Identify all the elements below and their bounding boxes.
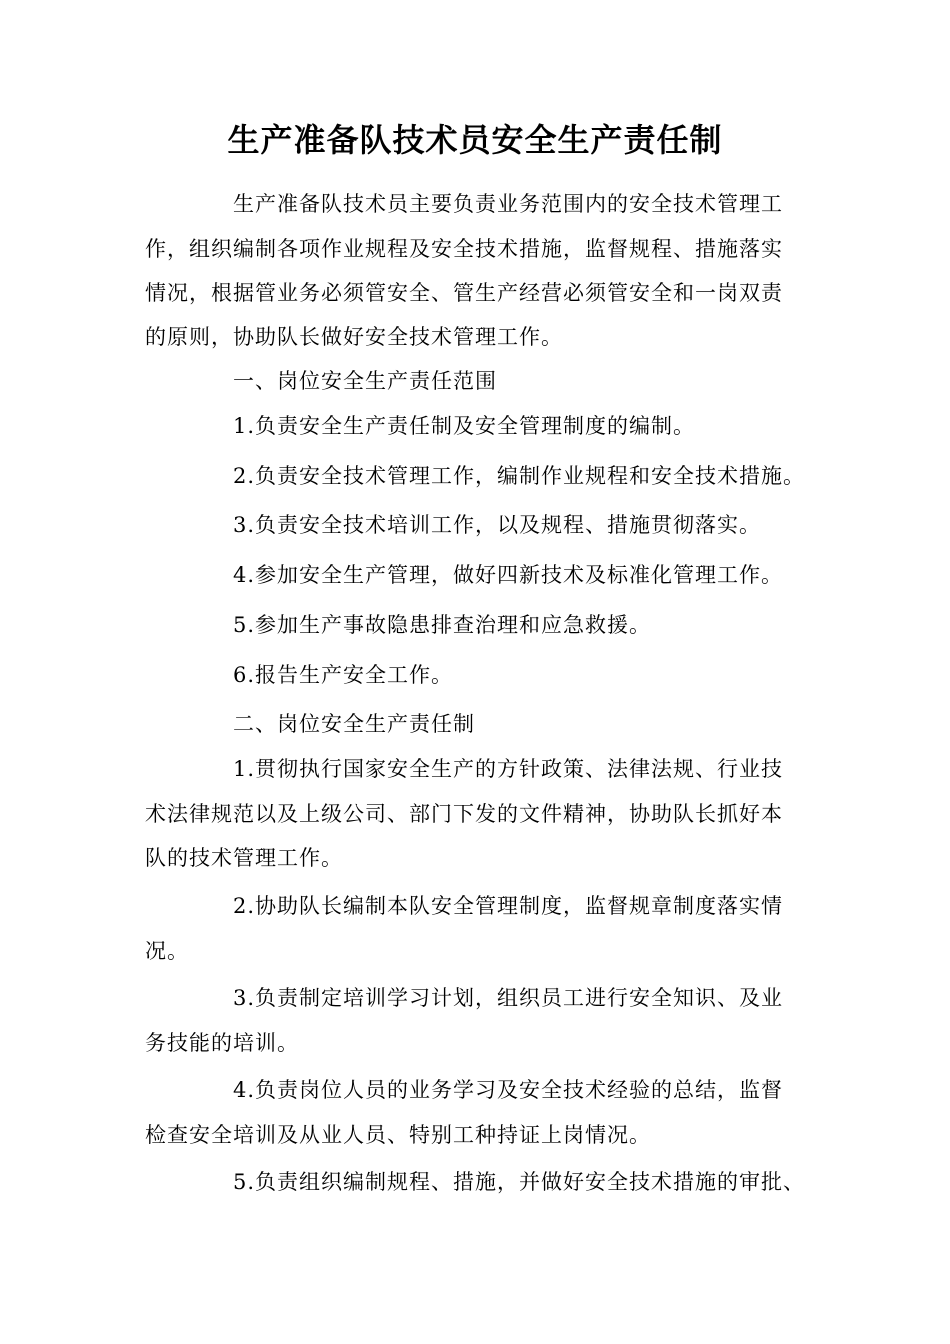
list-item-line: 检查安全培训及从业人员、特别工种持证上岗情况。 xyxy=(145,1123,651,1147)
list-item-line: 况。 xyxy=(145,939,189,963)
list-item-line: 术法律规范以及上级公司、部门下发的文件精神，协助队长抓好本 xyxy=(145,802,783,826)
section-heading: 二、岗位安全生产责任制 xyxy=(233,712,475,736)
list-item-line: 队的技术管理工作。 xyxy=(145,846,343,870)
intro-line: 情况，根据管业务必须管安全、管生产经营必须管安全和一岗双责 xyxy=(145,281,783,305)
list-item: 6.报告生产安全工作。 xyxy=(233,663,454,687)
intro-line: 生产准备队技术员主要负责业务范围内的安全技术管理工 xyxy=(233,192,783,216)
list-item: 1.负责安全生产责任制及安全管理制度的编制。 xyxy=(233,414,696,438)
list-item: 3.负责安全技术培训工作，以及规程、措施贯彻落实。 xyxy=(233,513,762,537)
list-item-line: 4.负责岗位人员的业务学习及安全技术经验的总结，监督 xyxy=(233,1078,784,1102)
intro-line: 的原则，协助队长做好安全技术管理工作。 xyxy=(145,325,563,349)
list-item: 5.参加生产事故隐患排查治理和应急救援。 xyxy=(233,613,652,637)
intro-line: 作，组织编制各项作业规程及安全技术措施，监督规程、措施落实 xyxy=(145,237,783,261)
section-heading: 一、岗位安全生产责任范围 xyxy=(233,369,497,393)
list-item-line: 务技能的培训。 xyxy=(145,1031,299,1055)
list-item-line: 1.贯彻执行国家安全生产的方针政策、法律法规、行业技 xyxy=(233,757,784,781)
list-item: 4.参加安全生产管理，做好四新技术及标准化管理工作。 xyxy=(233,563,784,587)
list-item-line: 2.协助队长编制本队安全管理制度，监督规章制度落实情 xyxy=(233,894,784,918)
list-item-line: 5.负责组织编制规程、措施，并做好安全技术措施的审批、 xyxy=(233,1170,806,1194)
list-item-line: 3.负责制定培训学习计划，组织员工进行安全知识、及业 xyxy=(233,986,784,1010)
document-title: 生产准备队技术员安全生产责任制 xyxy=(227,121,723,159)
list-item: 2.负责安全技术管理工作，编制作业规程和安全技术措施。 xyxy=(233,464,806,488)
